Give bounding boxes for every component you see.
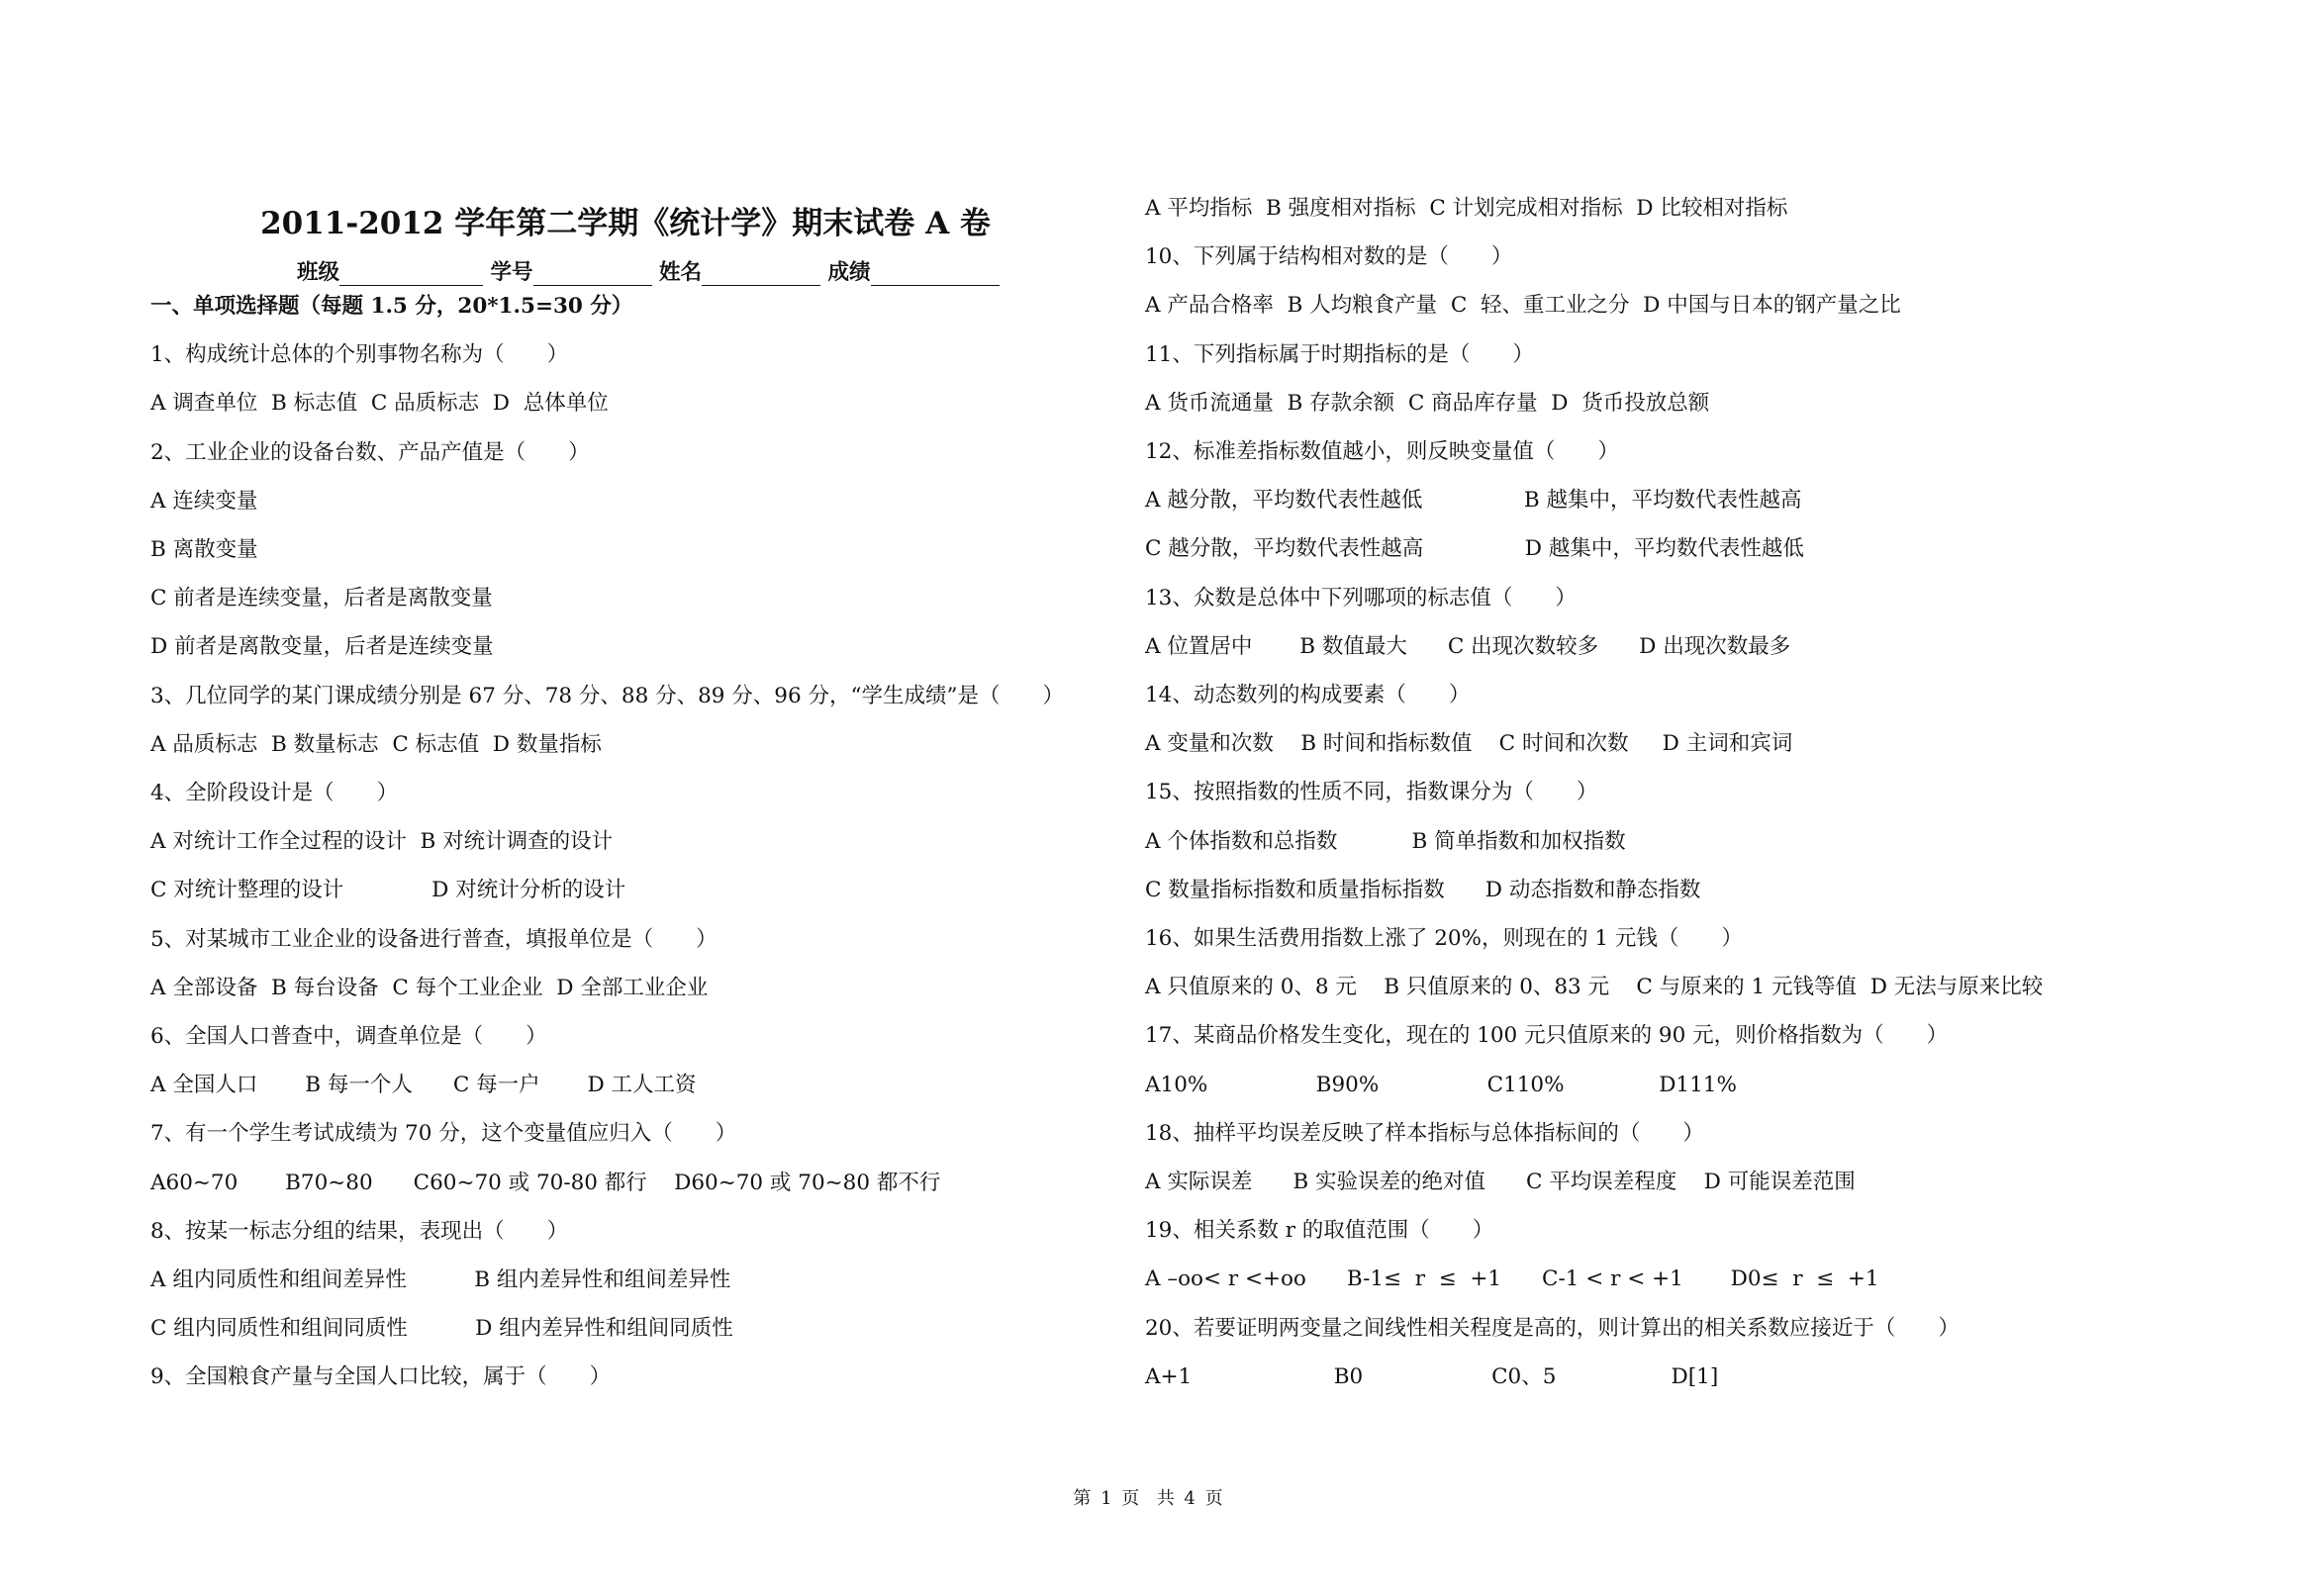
student-info-line — [297, 255, 1000, 286]
text-line: A10% B90% C110% D111% — [1145, 1072, 1737, 1097]
text-line: A60~70 B70~80 C60~70 或 70-80 都行 D60~70 或 70~80 都不行 — [150, 1170, 941, 1195]
text-line: 6、全国人口普查中，调查单位是（ ） — [150, 1024, 547, 1049]
text-line: A+1 B0 C0、5 D[1] — [1145, 1363, 1719, 1389]
text-line: A 货币流通量 B 存款余额 C 商品库存量 D 货币投放总额 — [1145, 390, 1710, 416]
student-id-label: 学号 — [490, 260, 533, 285]
text-line: B 离散变量 — [150, 537, 258, 562]
text-line: A 全国人口 B 每一个人 C 每一户 D 工人工资 — [150, 1073, 697, 1098]
name-label: 姓名 — [659, 260, 703, 285]
text-line: A 个体指数和总指数 B 简单指数和加权指数 — [1145, 828, 1626, 854]
name-blank — [702, 263, 820, 286]
text-line: D 前者是离散变量，后者是连续变量 — [150, 634, 494, 660]
text-line: A 平均指标 B 强度相对指标 C 计划完成相对指标 D 比较相对指标 — [1145, 196, 1788, 221]
text-line: 18、抽样平均误差反映了样本指标与总体指标间的（ ） — [1145, 1120, 1704, 1146]
class-label: 班级 — [297, 260, 340, 285]
text-line: C 对统计整理的设计 D 对统计分析的设计 — [150, 878, 626, 903]
text-line: 12、标准差指标数值越小，则反映变量值（ ） — [1145, 439, 1619, 464]
text-line: 一、单项选择题（每题 1.5 分，20*1.5=30 分） — [150, 294, 633, 319]
text-line: C 前者是连续变量，后者是离散变量 — [150, 586, 493, 611]
text-line: A 越分散，平均数代表性越低 B 越集中，平均数代表性越高 — [1145, 488, 1802, 514]
text-line: 3、几位同学的某门课成绩分别是 67 分、78 分、88 分、89 分、96 分，“学生成绩”是（ ） — [150, 683, 1064, 708]
score-blank — [871, 263, 1000, 286]
text-line: 5、对某城市工业企业的设备进行普查，填报单位是（ ） — [150, 926, 718, 952]
text-line: 1、构成统计总体的个别事物名称为（ ） — [150, 342, 569, 368]
text-line: A 产品合格率 B 人均粮食产量 C 轻、重工业之分 D 中国与日本的钢产量之比 — [1145, 293, 1901, 319]
score-label: 成绩 — [827, 260, 871, 285]
text-line: C 越分散，平均数代表性越高 D 越集中，平均数代表性越低 — [1145, 536, 1804, 562]
text-line: A 只值原来的 0、8 元 B 只值原来的 0、83 元 C 与原来的 1 元钱等值 D 无法与原来比较 — [1145, 975, 2044, 1000]
student-id-blank — [533, 263, 652, 286]
text-line: 2、工业企业的设备台数、产品产值是（ ） — [150, 439, 590, 465]
text-line: A 调查单位 B 标志值 C 品质标志 D 总体单位 — [150, 391, 609, 417]
text-line: 16、如果生活费用指数上涨了 20%，则现在的 1 元钱（ ） — [1145, 926, 1743, 951]
text-line: A 变量和次数 B 时间和指标数值 C 时间和次数 D 主词和宾词 — [1145, 731, 1793, 757]
text-line: C 组内同质性和组间同质性 D 组内差异性和组间同质性 — [150, 1316, 733, 1342]
text-line: 7、有一个学生考试成绩为 70 分，这个变量值应归入（ ） — [150, 1121, 737, 1147]
text-line: A 位置居中 B 数值最大 C 出现次数较多 D 出现次数最多 — [1145, 633, 1791, 659]
text-line: A 组内同质性和组间差异性 B 组内差异性和组间差异性 — [150, 1267, 731, 1292]
text-line: 9、全国粮食产量与全国人口比较，属于（ ） — [150, 1364, 612, 1390]
text-line: 20、若要证明两变量之间线性相关程度是高的，则计算出的相关系数应接近于（ ） — [1145, 1315, 1960, 1341]
text-line: 10、下列属于结构相对数的是（ ） — [1145, 244, 1513, 270]
text-line: 13、众数是总体中下列哪项的标志值（ ） — [1145, 585, 1577, 610]
text-line: A 品质标志 B 数量标志 C 标志值 D 数量指标 — [150, 731, 602, 757]
text-line: A –oo< r <+oo B-1≤ r ≤ +1 C-1 < r < +1 D0≤ r ≤ +1 — [1145, 1267, 1879, 1292]
text-line: 17、某商品价格发生变化，现在的 100 元只值原来的 90 元，则价格指数为（ ） — [1145, 1023, 1949, 1049]
text-line: 4、全阶段设计是（ ） — [150, 781, 399, 805]
page-footer: 第 1 页 共 4 页 — [1073, 1488, 1225, 1509]
text-line: A 对统计工作全过程的设计 B 对统计调查的设计 — [150, 829, 614, 855]
text-line: C 数量指标指数和质量指标指数 D 动态指数和静态指数 — [1145, 877, 1701, 902]
class-blank — [339, 263, 483, 286]
text-line: 8、按某一标志分组的结果，表现出（ ） — [150, 1218, 569, 1244]
text-line: 19、相关系数 r 的取值范围（ ） — [1145, 1218, 1494, 1244]
text-line: 15、按照指数的性质不同，指数课分为（ ） — [1145, 780, 1598, 805]
text-line: 11、下列指标属于时期指标的是（ ） — [1145, 341, 1534, 367]
exam-title: 2011-2012 学年第二学期《统计学》期末试卷 A 卷 — [260, 206, 991, 241]
text-line: A 实际误差 B 实验误差的绝对值 C 平均误差程度 D 可能误差范围 — [1145, 1170, 1856, 1194]
text-line: A 连续变量 — [150, 488, 258, 514]
text-line: A 全部设备 B 每台设备 C 每个工业企业 D 全部工业企业 — [150, 975, 709, 1000]
text-line: 14、动态数列的构成要素（ ） — [1145, 683, 1471, 707]
